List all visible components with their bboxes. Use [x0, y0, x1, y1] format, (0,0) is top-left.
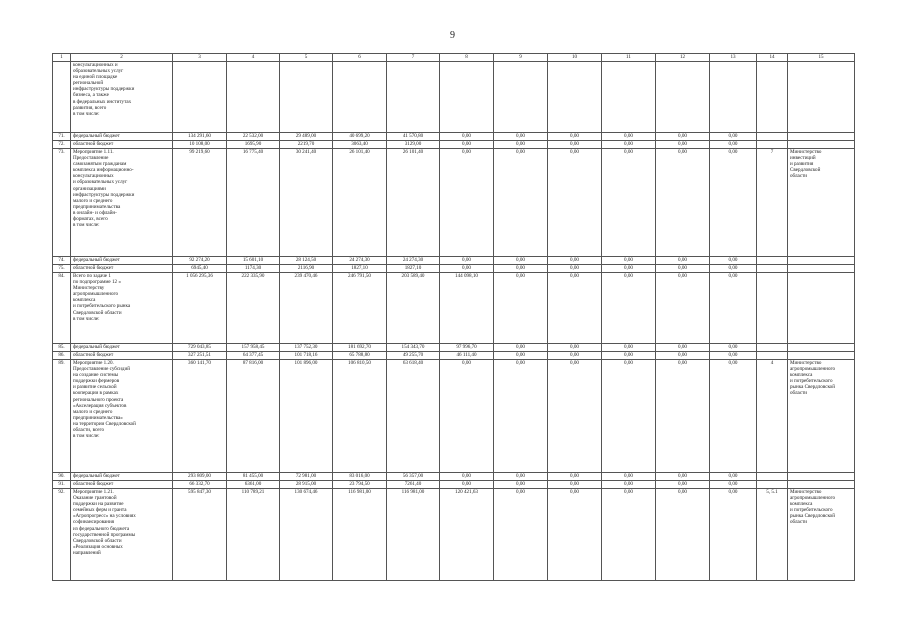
amount-cell: 16 775,40	[227, 149, 280, 257]
amount-cell: 239 470,46	[280, 273, 333, 344]
amount-cell: 0,00	[602, 481, 656, 489]
amount-cell: 28 915,00	[280, 481, 333, 489]
amount-cell: 0,00	[548, 352, 602, 360]
amount-cell: 0,00	[548, 265, 602, 273]
amount-cell: 40 699,20	[333, 133, 387, 141]
row-description: областной бюджет	[71, 265, 173, 273]
amount-cell: 0,00	[710, 265, 757, 273]
amount-cell: 49 255,70	[387, 352, 440, 360]
target-indicator-ref: 4	[757, 360, 788, 473]
row-description: Мероприятие 1.21. Оказание грантовой поддержки на развитие семейных ферм и гранта «Агропрогресс» на условиях софинансирования из федерального бюджета государственной программы Свердловской области «Реализация основных направлений	[71, 489, 173, 581]
amount-cell	[280, 62, 333, 133]
table-row	[53, 473, 855, 481]
amount-cell: 0,00	[602, 360, 656, 473]
amount-cell: 1174,30	[227, 265, 280, 273]
amount-cell: 729 043,85	[173, 344, 227, 352]
amount-cell: 0,00	[710, 257, 757, 265]
amount-cell: 0,00	[494, 149, 548, 257]
row-number: 71.	[53, 133, 71, 141]
target-indicator-ref	[757, 133, 788, 141]
amount-cell: 0,00	[494, 273, 548, 344]
amount-cell: 0,00	[440, 133, 494, 141]
amount-cell: 0,00	[602, 473, 656, 481]
responsible-executor	[788, 62, 855, 133]
responsible-executor	[788, 265, 855, 273]
amount-cell: 0,00	[710, 149, 757, 257]
amount-cell: 46 111,40	[440, 352, 494, 360]
amount-cell: 203 589,40	[387, 273, 440, 344]
target-indicator-ref	[757, 352, 788, 360]
amount-cell: 246 791,50	[333, 273, 387, 344]
target-indicator-ref	[757, 257, 788, 265]
amount-cell: 0,00	[494, 352, 548, 360]
amount-cell: 327 251,51	[173, 352, 227, 360]
amount-cell: 0,00	[548, 141, 602, 149]
page-number: 9	[450, 30, 455, 41]
amount-cell: 0,00	[440, 141, 494, 149]
amount-cell: 0,00	[602, 352, 656, 360]
row-number: 75.	[53, 265, 71, 273]
amount-cell: 83 016,00	[333, 473, 387, 481]
row-description: федеральный бюджет	[71, 473, 173, 481]
amount-cell: 0,00	[602, 489, 656, 581]
row-description: Мероприятие 1.11. Предоставление самозанятым гражданам комплекса информационно- консультационных и образовательных услуг организациями инфраструктуры поддержки малого и среднего предпринимательства в онлайн- и офлайн- форматах, всего в том числе:	[71, 149, 173, 257]
amount-cell	[710, 62, 757, 133]
amount-cell: 6361,00	[227, 481, 280, 489]
row-description: федеральный бюджет	[71, 344, 173, 352]
amount-cell: 0,00	[494, 344, 548, 352]
amount-cell: 3129,00	[387, 141, 440, 149]
row-number: 74.	[53, 257, 71, 265]
amount-cell: 7261,40	[387, 481, 440, 489]
amount-cell: 0,00	[656, 133, 710, 141]
table-row	[53, 257, 855, 265]
amount-cell: 29 489,00	[280, 133, 333, 141]
amount-cell: 101 896,00	[280, 360, 333, 473]
table-row	[53, 149, 855, 257]
responsible-executor	[788, 273, 855, 344]
amount-cell: 24 274,30	[333, 257, 387, 265]
responsible-executor	[788, 257, 855, 265]
column-header-6: 6	[333, 54, 387, 62]
amount-cell: 0,00	[656, 273, 710, 344]
amount-cell: 1827,10	[333, 265, 387, 273]
target-indicator-ref	[757, 273, 788, 344]
amount-cell: 15 601,10	[227, 257, 280, 265]
target-indicator-ref: 5, 5.1	[757, 489, 788, 581]
amount-cell: 1827,10	[387, 265, 440, 273]
amount-cell: 0,00	[656, 257, 710, 265]
amount-cell: 0,00	[494, 133, 548, 141]
amount-cell: 0,00	[710, 360, 757, 473]
amount-cell: 0,00	[656, 344, 710, 352]
target-indicator-ref	[757, 265, 788, 273]
amount-cell: 0,00	[602, 149, 656, 257]
row-number: 85.	[53, 344, 71, 352]
amount-cell: 0,00	[548, 489, 602, 581]
amount-cell: 81 455,00	[227, 473, 280, 481]
amount-cell: 10 108,00	[173, 141, 227, 149]
column-header-11: 11	[602, 54, 656, 62]
row-number: 90.	[53, 473, 71, 481]
amount-cell: 0,00	[440, 481, 494, 489]
amount-cell	[227, 62, 280, 133]
amount-cell: 23 794,50	[333, 481, 387, 489]
amount-cell: 92 274,20	[173, 257, 227, 265]
amount-cell: 3063,40	[333, 141, 387, 149]
amount-cell: 0,00	[494, 360, 548, 473]
amount-cell: 2219,70	[280, 141, 333, 149]
amount-cell: 26 101,40	[387, 149, 440, 257]
column-header-7: 7	[387, 54, 440, 62]
amount-cell: 130 674,46	[280, 489, 333, 581]
amount-cell	[173, 62, 227, 133]
column-header-15: 15	[788, 54, 855, 62]
amount-cell: 0,00	[440, 473, 494, 481]
column-header-5: 5	[280, 54, 333, 62]
amount-cell	[440, 62, 494, 133]
amount-cell: 6945,40	[173, 265, 227, 273]
amount-cell: 0,00	[602, 257, 656, 265]
target-indicator-ref	[757, 344, 788, 352]
amount-cell: 97 996,70	[440, 344, 494, 352]
row-description: консультационных и образовательных услуг на единой площадке региональной инфраструктуры поддержки бизнеса, а также в федеральных институтах развития, всего в том числе:	[71, 62, 173, 133]
responsible-executor	[788, 481, 855, 489]
row-number: 73.	[53, 149, 71, 257]
column-header-3: 3	[173, 54, 227, 62]
amount-cell: 63 618,40	[387, 360, 440, 473]
target-indicator-ref	[757, 62, 788, 133]
amount-cell: 137 752,30	[280, 344, 333, 352]
row-description: областной бюджет	[71, 481, 173, 489]
row-number: 72.	[53, 141, 71, 149]
budget-table	[52, 53, 855, 581]
responsible-executor	[788, 473, 855, 481]
table-row	[53, 489, 855, 581]
amount-cell: 134 291,60	[173, 133, 227, 141]
table-row	[53, 265, 855, 273]
amount-cell: 0,00	[494, 481, 548, 489]
amount-cell: 0,00	[602, 344, 656, 352]
responsible-executor: Министерство инвестиций и развития Свердловской области	[788, 149, 855, 257]
table-row	[53, 133, 855, 141]
amount-cell: 0,00	[548, 360, 602, 473]
amount-cell: 0,00	[710, 344, 757, 352]
amount-cell: 0,00	[494, 257, 548, 265]
amount-cell: 360 141,70	[173, 360, 227, 473]
header-row	[53, 54, 855, 62]
amount-cell: 28 124,50	[280, 257, 333, 265]
row-description: федеральный бюджет	[71, 133, 173, 141]
amount-cell: 1 056 295,36	[173, 273, 227, 344]
amount-cell: 154 343,70	[387, 344, 440, 352]
row-number: 92.	[53, 489, 71, 581]
amount-cell: 0,00	[440, 149, 494, 257]
table-row	[53, 141, 855, 149]
amount-cell: 0,00	[710, 133, 757, 141]
amount-cell: 30 241,40	[280, 149, 333, 257]
amount-cell: 144 098,10	[440, 273, 494, 344]
amount-cell: 116 981,00	[387, 489, 440, 581]
amount-cell: 0,00	[548, 273, 602, 344]
row-number: 89.	[53, 360, 71, 473]
row-number: 84.	[53, 273, 71, 344]
amount-cell: 0,00	[602, 141, 656, 149]
amount-cell	[494, 62, 548, 133]
amount-cell: 0,00	[494, 265, 548, 273]
amount-cell: 0,00	[548, 481, 602, 489]
column-header-8: 8	[440, 54, 494, 62]
column-header-12: 12	[656, 54, 710, 62]
amount-cell	[387, 62, 440, 133]
column-header-14: 14	[757, 54, 788, 62]
row-description: областной бюджет	[71, 352, 173, 360]
amount-cell: 0,00	[494, 141, 548, 149]
amount-cell: 222 335,90	[227, 273, 280, 344]
amount-cell: 110 789,21	[227, 489, 280, 581]
responsible-executor	[788, 344, 855, 352]
amount-cell: 0,00	[710, 273, 757, 344]
table-row	[53, 344, 855, 352]
amount-cell: 41 570,80	[387, 133, 440, 141]
amount-cell: 65 788,80	[333, 352, 387, 360]
responsible-executor: Министерство агропромышленного комплекса и потребительского рынка Свердловской области	[788, 489, 855, 581]
row-description: Всего по задаче 1 по подпрограмме 12 « Министерству агропромышленного комплекса и потребительского рынка Свердловской области в том числе:	[71, 273, 173, 344]
amount-cell: 293 809,00	[173, 473, 227, 481]
target-indicator-ref	[757, 481, 788, 489]
responsible-executor	[788, 141, 855, 149]
amount-cell: 0,00	[602, 273, 656, 344]
amount-cell: 0,00	[656, 352, 710, 360]
amount-cell: 0,00	[656, 360, 710, 473]
row-number	[53, 62, 71, 133]
row-number: 86.	[53, 352, 71, 360]
amount-cell: 181 692,70	[333, 344, 387, 352]
amount-cell: 0,00	[710, 489, 757, 581]
amount-cell: 0,00	[656, 473, 710, 481]
amount-cell: 0,00	[602, 133, 656, 141]
amount-cell: 66 332,70	[173, 481, 227, 489]
amount-cell: 157 958,45	[227, 344, 280, 352]
row-description: федеральный бюджет	[71, 257, 173, 265]
amount-cell: 1695,90	[227, 141, 280, 149]
amount-cell: 0,00	[656, 149, 710, 257]
amount-cell	[548, 62, 602, 133]
amount-cell: 116 981,00	[333, 489, 387, 581]
amount-cell: 0,00	[494, 489, 548, 581]
amount-cell: 87 816,00	[227, 360, 280, 473]
row-number: 91.	[53, 481, 71, 489]
amount-cell: 24 274,30	[387, 257, 440, 265]
amount-cell: 99 219,60	[173, 149, 227, 257]
table-row	[53, 352, 855, 360]
row-description: Мероприятие 1.20. Предоставление субсидий на создание системы поддержки фермеров и развитие сельской кооперации в рамках регионального проекта «Акселерация субъектов малого и среднего предпринимательства» на территории Свердловской области, всего в том числе:	[71, 360, 173, 473]
column-header-9: 9	[494, 54, 548, 62]
responsible-executor	[788, 133, 855, 141]
amount-cell: 0,00	[710, 141, 757, 149]
amount-cell: 0,00	[548, 344, 602, 352]
amount-cell: 0,00	[656, 489, 710, 581]
amount-cell: 0,00	[548, 149, 602, 257]
amount-cell: 0,00	[656, 265, 710, 273]
table-row	[53, 273, 855, 344]
amount-cell: 26 101,40	[333, 149, 387, 257]
amount-cell: 0,00	[710, 481, 757, 489]
table-row	[53, 62, 855, 133]
amount-cell: 0,00	[710, 473, 757, 481]
column-header-1: 1	[53, 54, 71, 62]
column-header-2: 2	[71, 54, 173, 62]
target-indicator-ref: 7	[757, 149, 788, 257]
column-header-4: 4	[227, 54, 280, 62]
amount-cell: 0,00	[548, 257, 602, 265]
amount-cell	[602, 62, 656, 133]
table-row	[53, 360, 855, 473]
amount-cell: 0,00	[548, 473, 602, 481]
amount-cell: 120 421,63	[440, 489, 494, 581]
amount-cell: 0,00	[710, 352, 757, 360]
column-header-10: 10	[548, 54, 602, 62]
amount-cell	[656, 62, 710, 133]
amount-cell: 22 532,00	[227, 133, 280, 141]
amount-cell: 0,00	[656, 481, 710, 489]
table-row	[53, 481, 855, 489]
target-indicator-ref	[757, 141, 788, 149]
row-description: областной бюджет	[71, 141, 173, 149]
amount-cell: 72 981,00	[280, 473, 333, 481]
amount-cell: 2116,90	[280, 265, 333, 273]
amount-cell: 0,00	[548, 133, 602, 141]
amount-cell: 0,00	[440, 257, 494, 265]
amount-cell: 0,00	[440, 265, 494, 273]
responsible-executor: Министерство агропромышленного комплекса и потребительского рынка Свердловской области	[788, 360, 855, 473]
amount-cell: 595 847,30	[173, 489, 227, 581]
amount-cell: 0,00	[602, 265, 656, 273]
amount-cell: 0,00	[440, 360, 494, 473]
column-header-13: 13	[710, 54, 757, 62]
amount-cell: 64 377,45	[227, 352, 280, 360]
amount-cell: 0,00	[656, 141, 710, 149]
amount-cell: 56 357,00	[387, 473, 440, 481]
target-indicator-ref	[757, 473, 788, 481]
amount-cell	[333, 62, 387, 133]
responsible-executor	[788, 352, 855, 360]
amount-cell: 101 718,16	[280, 352, 333, 360]
amount-cell: 0,00	[494, 473, 548, 481]
amount-cell: 106 810,50	[333, 360, 387, 473]
